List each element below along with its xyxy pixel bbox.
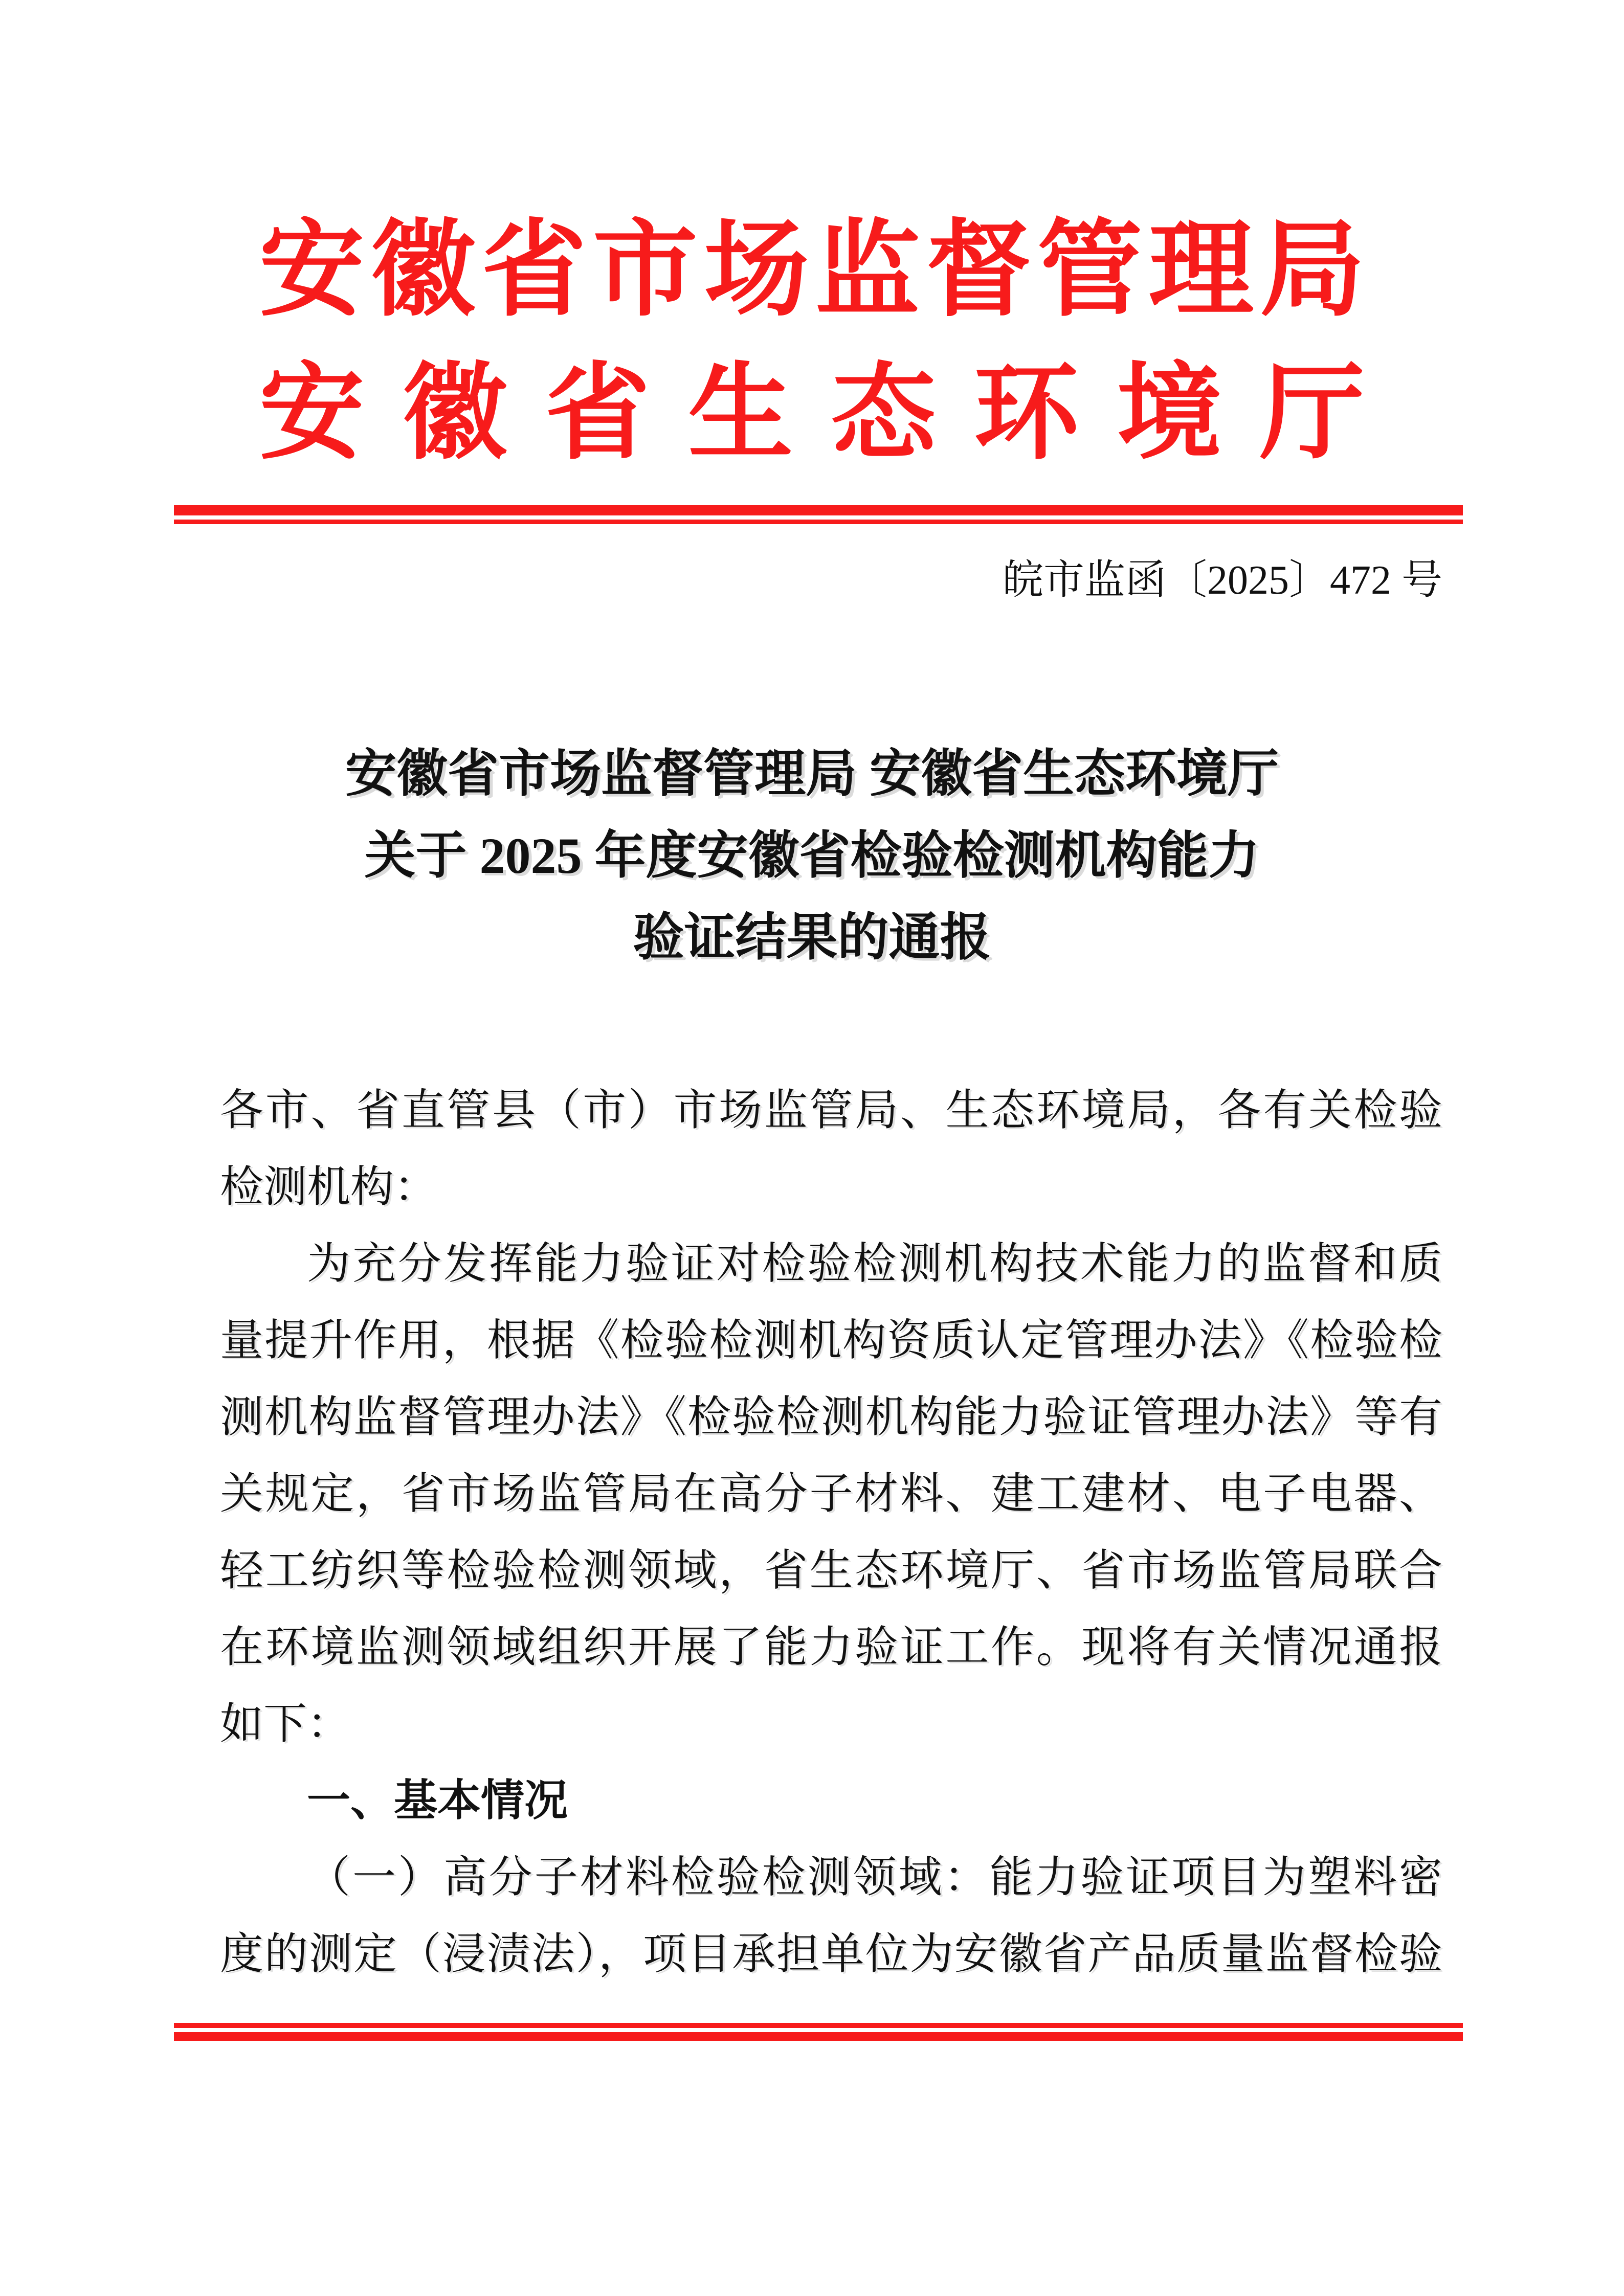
letterhead-line-1: 安徽省市场监督管理局 — [259, 213, 1365, 329]
bottom-rule-thick — [174, 2032, 1463, 2041]
document-title-line-2: 关于 2025 年度安徽省检验检测机构能力 — [364, 827, 1260, 884]
body-line: 为充分发挥能力验证对检验检测机构技术能力的监督和质 — [307, 1240, 1442, 1288]
body-line: 量提升作用，根据《检验检测机构资质认定管理办法》《检验检 — [220, 1317, 1442, 1365]
body-line: 轻工纺织等检验检测领域，省生态环境厅、省市场监管局联合 — [220, 1547, 1442, 1595]
letterhead — [259, 199, 1365, 486]
body-line: 测机构监督管理办法》《检验检测机构能力验证管理办法》等有 — [220, 1393, 1442, 1442]
body-line: 如下： — [220, 1700, 351, 1748]
body-line: 检测机构： — [220, 1163, 438, 1211]
document-number: 皖市监函〔2025〕472 号 — [1003, 558, 1442, 603]
document-title — [0, 733, 1624, 979]
body-line: 各市、省直管县（市）市场监管局、生态环境局，各有关检验 — [220, 1087, 1442, 1135]
document-title-line-1: 安徽省市场监督管理局 安徽省生态环境厅 — [345, 746, 1279, 802]
document-body — [220, 1072, 1442, 1993]
document-title-line-3: 验证结果的通报 — [633, 909, 991, 966]
top-rule-thin — [174, 520, 1463, 524]
body-line: 在环境监测领域组织开展了能力验证工作。现将有关情况通报 — [220, 1624, 1442, 1672]
section-heading: 一、基本情况 — [307, 1776, 568, 1825]
top-rule-thick — [174, 505, 1463, 515]
body-line: （一）高分子材料检验检测领域：能力验证项目为塑料密 — [307, 1854, 1442, 1902]
body-line: 度的测定（浸渍法），项目承担单位为安徽省产品质量监督检验 — [220, 1930, 1442, 1978]
bottom-rule-thin — [174, 2023, 1463, 2028]
letterhead-line-2: 安徽省生态环境厅 — [259, 356, 1365, 472]
body-line: 关规定，省市场监管局在高分子材料、建工建材、电子电器、 — [220, 1470, 1442, 1518]
